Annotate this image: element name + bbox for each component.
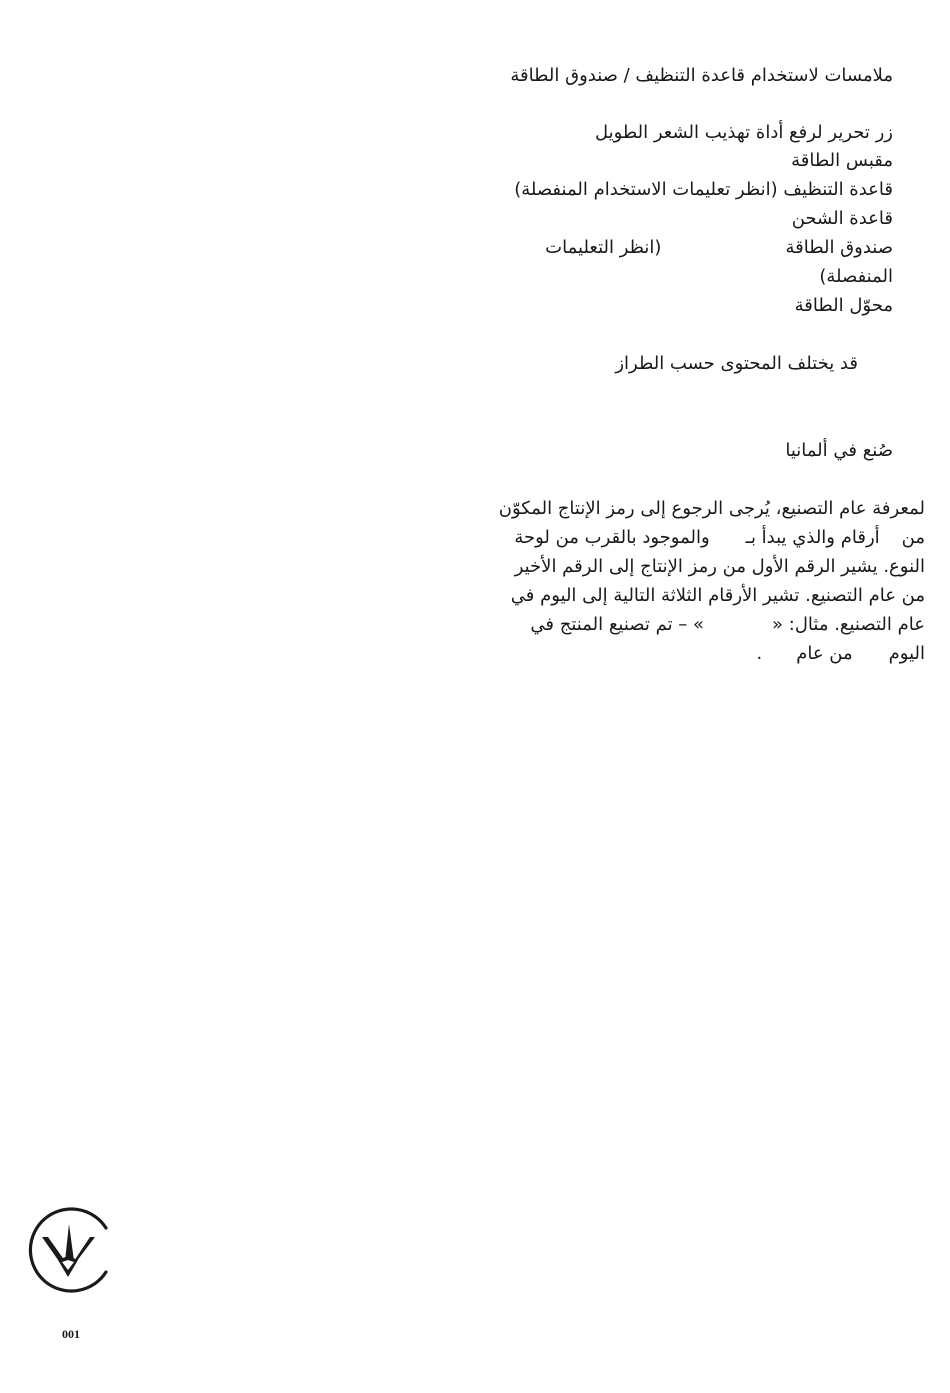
production-text-segment: أرقام والذي يبدأ بـ bbox=[745, 527, 880, 548]
power-box-label: صندوق الطاقة bbox=[785, 237, 893, 258]
parts-list-item-continued: المنفصلة) bbox=[819, 266, 893, 287]
parts-list-item: قاعدة الشحن bbox=[791, 208, 893, 229]
page-code: 001 bbox=[62, 1327, 80, 1341]
parts-list-item: مقبس الطاقة bbox=[791, 150, 893, 171]
production-text-segment: من عام bbox=[796, 643, 853, 664]
production-text-segment: والموجود بالقرب من لوحة bbox=[514, 527, 710, 548]
power-box-see-instructions: (انظر التعليمات bbox=[545, 237, 662, 258]
parts-list-item: زر تحرير لرفع أداة تهذيب الشعر الطويل bbox=[594, 122, 893, 143]
parts-list-item: قاعدة التنظيف (انظر تعليمات الاستخدام المنفصلة) bbox=[514, 179, 893, 200]
parts-list-item: محوّل الطاقة bbox=[794, 295, 893, 316]
production-paragraph-line bbox=[514, 524, 925, 552]
production-paragraph-line: النوع. يشير الرقم الأول من رمز الإنتاج إلى الرقم الأخير bbox=[514, 556, 925, 577]
production-text-segment: عام التصنيع. مثال: « bbox=[772, 614, 925, 635]
section-heading: ملامسات لاستخدام قاعدة التنظيف / صندوق الطاقة bbox=[510, 65, 893, 86]
production-paragraph-line bbox=[756, 640, 925, 668]
production-text-segment: اليوم bbox=[888, 643, 925, 664]
made-in-label: صُنع في ألمانيا bbox=[785, 440, 893, 461]
production-text-segment: من bbox=[901, 527, 925, 548]
content-note: قد يختلف المحتوى حسب الطراز bbox=[615, 353, 858, 374]
production-text-segment: . bbox=[756, 643, 763, 664]
production-paragraph-line: من عام التصنيع. تشير الأرقام الثلاثة التالية إلى اليوم في bbox=[510, 585, 925, 606]
parts-list-item-power-box bbox=[545, 234, 893, 262]
production-text-segment: » – تم تصنيع المنتج في bbox=[530, 614, 705, 635]
certification-mark-icon bbox=[22, 1204, 114, 1296]
production-paragraph-line: لمعرفة عام التصنيع، يُرجى الرجوع إلى رمز الإنتاج المكوّن bbox=[498, 498, 925, 519]
production-paragraph-line bbox=[530, 611, 925, 639]
